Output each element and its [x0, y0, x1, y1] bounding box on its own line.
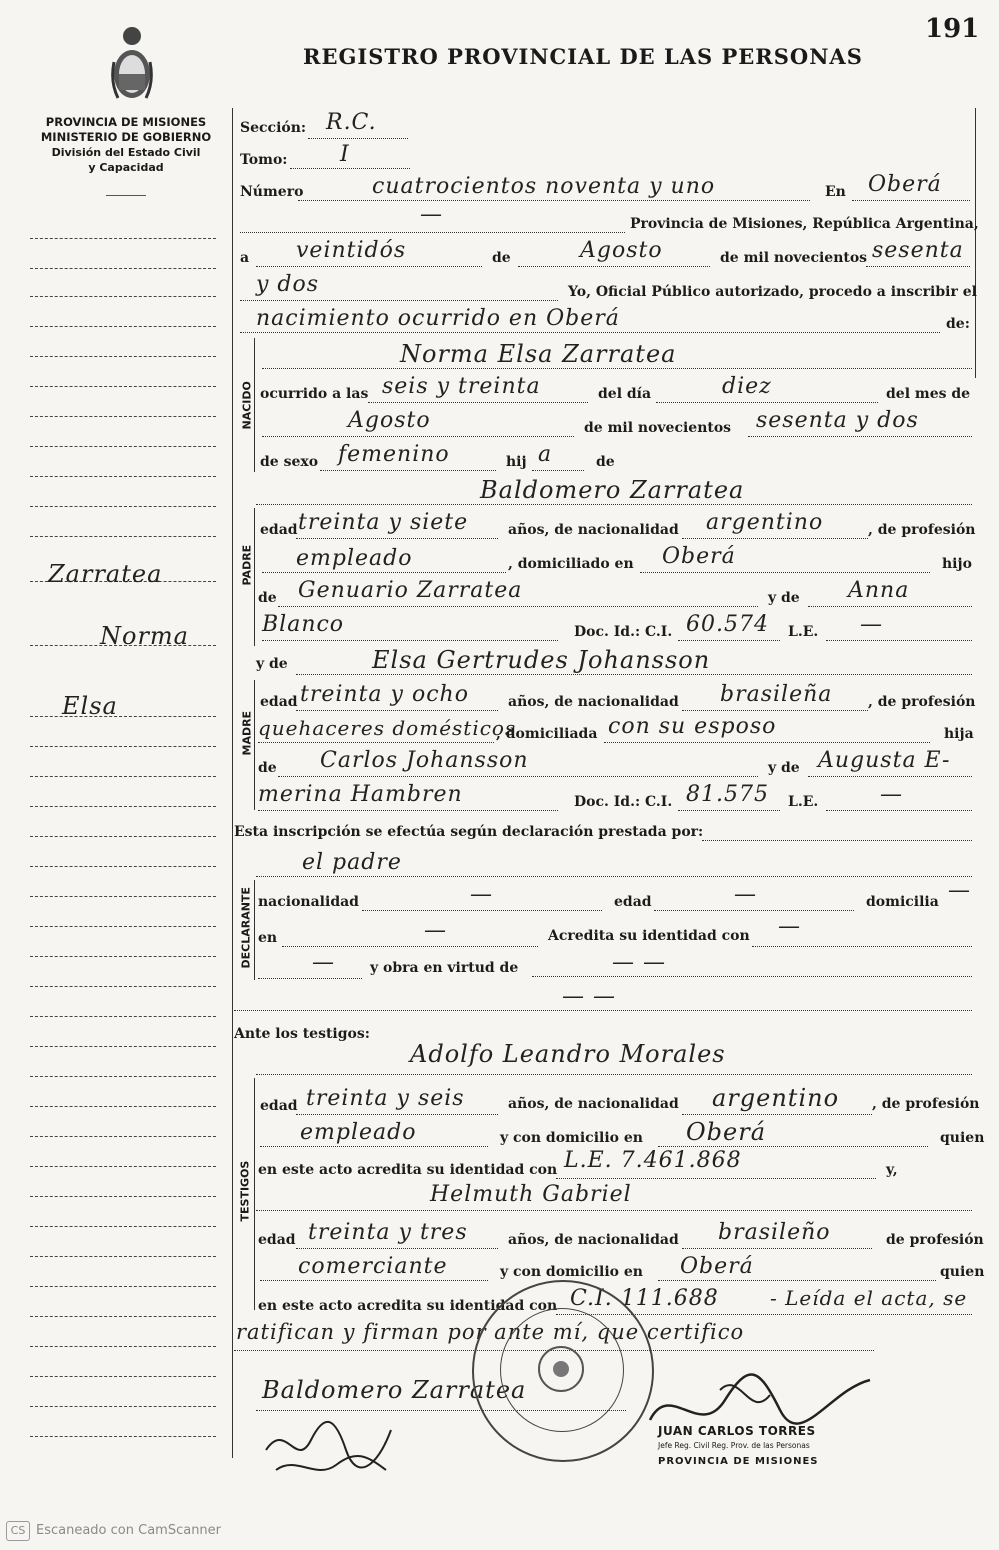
label-domicilio-testigo1: y con domicilio en: [500, 1130, 643, 1146]
label-ocurrido: ocurrido a las: [260, 386, 369, 402]
value-lugar: Oberá: [868, 172, 942, 197]
side-label-padre: PADRE: [240, 544, 254, 586]
label-de-abuelo-materno: de: [258, 760, 277, 776]
label-provincia: Provincia de Misiones, República Argentina,: [630, 216, 979, 232]
value-edad-testigo1: treinta y seis: [306, 1086, 465, 1111]
label-edad-testigo2: edad: [258, 1232, 296, 1248]
label-y-de-madre: y de: [256, 656, 288, 672]
margin-line: [30, 1376, 216, 1377]
label-en: En: [825, 184, 846, 200]
label-hij: hij: [506, 454, 527, 470]
value-nacionalidad-testigo1: argentino: [712, 1084, 840, 1112]
field-line: [308, 138, 408, 139]
field-line: [752, 946, 972, 947]
margin-line: [30, 506, 216, 507]
value-edad-padre: treinta y siete: [298, 510, 469, 535]
label-doc-madre: Doc. Id.: C.I.: [574, 794, 673, 810]
margin-line: [30, 238, 216, 239]
margin-line: [30, 416, 216, 417]
field-line: [256, 1074, 972, 1075]
value-abuela-materna-2: merina Hambren: [258, 782, 463, 807]
field-line: [262, 640, 558, 641]
label-nacionalidad-testigo1: años, de nacionalidad: [508, 1096, 679, 1112]
margin-line: [30, 1256, 216, 1257]
value-abuelo-materno: Carlos Johansson: [320, 748, 529, 773]
value-edad-testigo2: treinta y tres: [308, 1220, 468, 1245]
camscanner-watermark: Escaneado con CamScanner: [36, 1523, 222, 1538]
value-edad-madre: treinta y ocho: [300, 682, 469, 707]
value-domicilio-testigo2: Oberá: [680, 1254, 754, 1279]
ministry-line-3: División del Estado Civil: [51, 146, 201, 159]
field-line: [678, 810, 780, 811]
margin-name-first: Norma: [100, 622, 189, 650]
label-edad-padre: edad: [260, 522, 298, 538]
field-line: [240, 232, 625, 233]
margin-line: [30, 536, 216, 537]
field-line: [240, 332, 940, 333]
value-mes: Agosto: [580, 238, 663, 263]
field-line: [532, 470, 584, 471]
field-line: [808, 606, 972, 607]
margin-line: [30, 1046, 216, 1047]
signature-padre: Baldomero Zarratea: [262, 1376, 527, 1404]
label-nacionalidad-testigo2: años, de nacionalidad: [508, 1232, 679, 1248]
label-acredita: Acredita su identidad con: [548, 928, 750, 944]
label-de-colon: de:: [946, 316, 970, 332]
margin-name-middle: Elsa: [62, 692, 118, 720]
field-line: [678, 640, 780, 641]
value-nombre-madre: Elsa Gertrudes Johansson: [372, 646, 711, 674]
label-acredita-testigo1: en este acto acredita su identidad con: [258, 1162, 558, 1178]
label-a: a: [240, 250, 250, 266]
value-hij-suffix: a: [538, 442, 553, 467]
value-dia-texto: veintidós: [296, 238, 407, 263]
label-quien-testigo2: quien: [940, 1264, 985, 1280]
value-nombre-padre: Baldomero Zarratea: [480, 476, 745, 504]
value-en-declarante: —: [424, 918, 447, 943]
field-line: [260, 1280, 488, 1281]
value-domicilio-madre: con su esposo: [608, 714, 777, 739]
value-numero: cuatrocientos noventa y uno: [372, 174, 716, 199]
value-dia: diez: [722, 374, 772, 399]
field-line: [262, 368, 972, 369]
field-line: [702, 840, 972, 841]
field-line: [260, 1146, 488, 1147]
field-line: [362, 910, 602, 911]
madre-bracket: [254, 680, 255, 810]
value-profesion-testigo1: empleado: [300, 1120, 417, 1145]
field-line: [262, 572, 506, 573]
side-label-nacido: NACIDO: [240, 381, 254, 430]
ministry-underline: [106, 195, 146, 196]
official-seal-icon: [472, 1280, 650, 1458]
field-line: [640, 572, 930, 573]
padre-bracket: [254, 508, 255, 646]
field-line: [278, 606, 758, 607]
field-line: [256, 876, 972, 877]
field-line: [234, 1010, 972, 1011]
field-line: [808, 776, 972, 777]
margin-line: [30, 1016, 216, 1017]
value-obra-1: —: [312, 950, 335, 975]
declarante-bracket: [254, 880, 255, 980]
label-domicilio-testigo2: y con domicilio en: [500, 1264, 643, 1280]
field-line: [262, 436, 574, 437]
field-line: [826, 640, 972, 641]
label-nacionalidad-declarante: nacionalidad: [258, 894, 359, 910]
ministry-line-1: PROVINCIA DE MISIONES: [45, 115, 207, 129]
margin-line: [30, 716, 216, 717]
field-line: [656, 402, 878, 403]
label-del-mes: del mes de: [886, 386, 971, 402]
ministry-line-4: y Capacidad: [88, 161, 164, 174]
label-de-abuelo-paterno: de: [258, 590, 277, 606]
value-hora: seis y treinta: [382, 374, 541, 399]
field-line: [654, 910, 854, 911]
side-label-declarante: DECLARANTE: [239, 887, 253, 969]
value-nacionalidad-testigo2: brasileño: [718, 1220, 831, 1245]
margin-line: [30, 926, 216, 927]
value-acredita: —: [778, 914, 801, 939]
value-obra-3: — —: [562, 984, 616, 1009]
oficial-provincia: PROVINCIA DE MISIONES: [658, 1456, 819, 1467]
margin-line: [30, 1136, 216, 1137]
margin-line: [30, 836, 216, 837]
value-cierre-2: ratifican y firman por ante mí, que certifico: [236, 1320, 745, 1344]
label-domicilia: domicilia: [866, 894, 939, 910]
field-line: [282, 946, 538, 947]
margin-line: [30, 746, 216, 747]
field-line: [368, 402, 588, 403]
value-le-padre: —: [860, 612, 883, 637]
value-dash: —: [420, 202, 443, 227]
value-nombre-nacido: Norma Elsa Zarratea: [400, 340, 677, 368]
label-edad-declarante: edad: [614, 894, 652, 910]
field-line: [682, 1248, 872, 1249]
field-line: [604, 742, 930, 743]
folio-number: 191: [925, 14, 980, 44]
field-line: [296, 674, 972, 675]
field-line: [320, 470, 496, 471]
value-testigo2-nombre: Helmuth Gabriel: [430, 1182, 632, 1207]
margin-line: [30, 1226, 216, 1227]
field-line: [256, 266, 482, 267]
value-abuelo-paterno: Genuario Zarratea: [298, 578, 523, 603]
value-abuela-paterna-2: Blanco: [262, 612, 345, 637]
value-nacionalidad-padre: argentino: [706, 510, 824, 535]
margin-line: [30, 1106, 216, 1107]
label-en-declarante: en: [258, 930, 278, 946]
margin-line: [30, 1406, 216, 1407]
value-ci-padre: 60.574: [686, 612, 769, 637]
field-line: [290, 168, 410, 169]
field-line: [256, 504, 972, 505]
label-y-de-abuela-materna: y de: [768, 760, 800, 776]
label-profesion-testigo1: , de profesión: [872, 1096, 980, 1112]
label-obra: y obra en virtud de: [370, 960, 519, 976]
ministry-header: [28, 115, 224, 175]
value-profesion-madre: quehaceres domésticos: [258, 716, 517, 740]
value-profesion-testigo2: comerciante: [298, 1254, 448, 1279]
label-de-hij: de: [596, 454, 615, 470]
margin-line: [30, 1316, 216, 1317]
value-domicilio-testigo1: Oberá: [686, 1118, 767, 1146]
value-seccion: R.C.: [326, 110, 377, 135]
ministry-line-2: MINISTERIO DE GOBIERNO: [40, 130, 212, 144]
field-line: [240, 300, 558, 301]
value-mes-nacimiento: Agosto: [348, 408, 431, 433]
value-abuela-paterna-1: Anna: [848, 578, 910, 603]
margin-line: [30, 1346, 216, 1347]
oficial-nombre: JUAN CARLOS TORRES: [658, 1424, 816, 1438]
label-declaracion: Esta inscripción se efectúa según declaración prestada por:: [234, 824, 704, 840]
margin-line: [30, 268, 216, 269]
label-domiciliada: , domiciliada: [496, 726, 598, 742]
label-doc-padre: Doc. Id.: C.I.: [574, 624, 673, 640]
label-mil-novecientos: de mil novecientos: [720, 250, 868, 266]
label-testigos: Ante los testigos:: [234, 1026, 370, 1042]
label-sexo: de sexo: [260, 454, 319, 470]
field-line: [296, 710, 498, 711]
label-edad-madre: edad: [260, 694, 298, 710]
label-acredita-testigo2: en este acto acredita su identidad con: [258, 1298, 558, 1314]
label-le-madre: L.E.: [788, 794, 819, 810]
field-line: [258, 810, 558, 811]
field-line: [296, 1114, 498, 1115]
field-line: [866, 266, 970, 267]
margin-line: [30, 896, 216, 897]
label-profesion-testigo2: de profesión: [886, 1232, 984, 1248]
label-hijo: hijo: [942, 556, 972, 572]
value-ci-madre: 81.575: [686, 782, 769, 807]
label-seccion: Sección:: [240, 120, 307, 136]
value-anio-nacimiento: sesenta y dos: [756, 408, 919, 433]
nacido-bracket: [254, 338, 255, 472]
field-line: [682, 710, 868, 711]
field-line: [532, 976, 972, 977]
value-abuela-materna-1: Augusta E-: [818, 748, 951, 773]
value-cierre-1: - Leída el acta, se: [770, 1286, 968, 1310]
field-line: [658, 1146, 928, 1147]
field-line: [258, 742, 494, 743]
label-y-de-abuela-paterna: y de: [768, 590, 800, 606]
label-del-dia: del día: [598, 386, 652, 402]
coat-of-arms-icon: [108, 22, 156, 107]
side-label-testigos: TESTIGOS: [238, 1160, 252, 1222]
field-line: [256, 1210, 972, 1211]
value-anio-1: sesenta: [872, 238, 964, 263]
value-documento-testigo1: L.E. 7.461.868: [564, 1148, 742, 1173]
margin-line: [30, 356, 216, 357]
value-anio-2: y dos: [256, 272, 320, 297]
frame-left-border: [232, 108, 233, 1458]
value-declarante-por: el padre: [302, 850, 402, 875]
margin-line: [30, 956, 216, 957]
label-de-mil-nov: de mil novecientos: [584, 420, 732, 436]
label-domiciliado: , domiciliado en: [508, 556, 634, 572]
margin-line: [30, 326, 216, 327]
field-line: [296, 1248, 498, 1249]
label-nacionalidad-padre: años, de nacionalidad: [508, 522, 679, 538]
label-numero: Número: [240, 184, 304, 200]
value-domicilia: —: [948, 878, 971, 903]
margin-line: [30, 1076, 216, 1077]
field-line: [296, 538, 498, 539]
field-line: [556, 1178, 876, 1179]
margin-line: [30, 476, 216, 477]
value-edad-declarante: —: [734, 882, 757, 907]
frame-right-border: [975, 108, 976, 378]
label-quien-testigo1: quien: [940, 1130, 985, 1146]
field-line: [748, 436, 972, 437]
value-sexo: femenino: [338, 442, 450, 467]
label-y-comma: y,: [886, 1162, 898, 1178]
value-tomo: I: [340, 142, 350, 167]
value-testigo1-nombre: Adolfo Leandro Morales: [410, 1040, 726, 1068]
label-profesion-madre: , de profesión: [868, 694, 976, 710]
label-edad-testigo1: edad: [260, 1098, 298, 1114]
value-profesion-padre: empleado: [296, 546, 413, 571]
field-line: [258, 978, 362, 979]
value-documento-testigo2: C.I. 111.688: [570, 1286, 719, 1311]
margin-line: [30, 1436, 216, 1437]
value-obra-2: — —: [612, 950, 666, 975]
field-line: [658, 1280, 936, 1281]
field-line: [852, 200, 970, 201]
margin-line: [30, 1286, 216, 1287]
field-line: [826, 810, 972, 811]
page-title: REGISTRO PROVINCIAL DE LAS PERSONAS: [303, 44, 863, 69]
margin-line: [30, 986, 216, 987]
margin-line: [30, 776, 216, 777]
field-line: [278, 776, 758, 777]
value-hecho: nacimiento ocurrido en Oberá: [256, 306, 620, 331]
label-le-padre: L.E.: [788, 624, 819, 640]
field-line: [682, 1114, 872, 1115]
value-nacionalidad-madre: brasileña: [720, 682, 833, 707]
margin-name-surname: Zarratea: [48, 560, 163, 588]
field-line: [518, 266, 710, 267]
label-de: de: [492, 250, 511, 266]
value-nacionalidad-declarante: —: [470, 882, 493, 907]
margin-line: [30, 866, 216, 867]
signature-testigo-1-icon: [256, 1410, 406, 1490]
margin-line: [30, 386, 216, 387]
margin-line: [30, 446, 216, 447]
margin-line: [30, 806, 216, 807]
label-yo-oficial: Yo, Oficial Público autorizado, procedo a inscribir el: [568, 284, 977, 300]
field-line: [682, 538, 868, 539]
field-line: [298, 200, 810, 201]
oficial-cargo: Jefe Reg. Civil Reg. Prov. de las Personas: [658, 1441, 810, 1450]
margin-line: [30, 1196, 216, 1197]
camscanner-logo-icon: CS: [6, 1521, 30, 1541]
value-le-madre: —: [880, 782, 903, 807]
label-nacionalidad-madre: años, de nacionalidad: [508, 694, 679, 710]
side-label-madre: MADRE: [240, 710, 254, 756]
label-hija: hija: [944, 726, 974, 742]
margin-line: [30, 1166, 216, 1167]
testigos-bracket: [254, 1078, 255, 1310]
margin-line: [30, 296, 216, 297]
value-domicilio-padre: Oberá: [662, 544, 736, 569]
label-tomo: Tomo:: [240, 152, 288, 168]
label-profesion-padre: , de profesión: [868, 522, 976, 538]
